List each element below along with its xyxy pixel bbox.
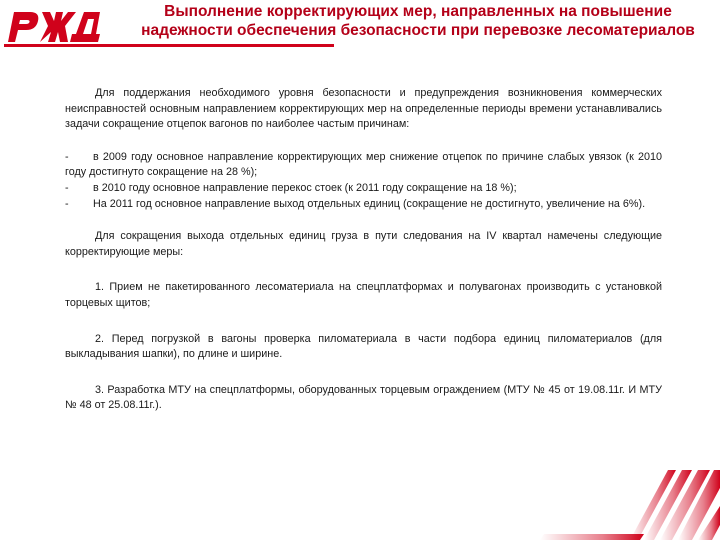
bullet-item	[65, 150, 662, 181]
measure-item: 3. Разработка МТУ на спецплатформы, оборудованных торцевым ограждением (МТУ № 45 от 19.08.11г. И МТУ № 48 от 25.08.11г.).	[65, 383, 662, 412]
measure-item: 1. Прием не пакетированного лесоматериала на спецплатформах и полувагонах производить с установкой торцевых щитов;	[65, 281, 662, 309]
bullet-dash: -	[65, 197, 69, 210]
bullet-item	[65, 197, 662, 213]
bullet-item	[65, 181, 662, 197]
intro-paragraph: Для поддержания необходимого уровня безопасности и предупреждения возникновения коммерческих неисправностей основным направлением корректирующих мер на определенные периоды времени устанавливались задачи сокращение отцепок вагонов по наиболее частым причинам:	[65, 87, 662, 131]
bullet-dash: -	[65, 150, 69, 163]
document-body	[65, 86, 662, 414]
bullet-dash: -	[65, 181, 69, 194]
bullet-text: в 2010 году основное направление перекос стоек (к 2011 году сокращение на 18 %);	[93, 181, 517, 194]
bullet-text: На 2011 год основное направление выход отдельных единиц (сокращение не достигнуто, увеличение на 6%).	[93, 197, 646, 210]
page-title: Выполнение корректирующих мер, направленных на повышение надежности обеспечения безопасности при перевозке лесоматериалов	[141, 3, 695, 39]
header-divider	[4, 44, 334, 47]
rzd-logo	[4, 6, 104, 46]
measure-item: 2. Перед погрузкой в вагоны проверка пиломатериала в части подбора единиц пиломатериалов (для выкладывания шапки), по длине и ширине.	[65, 332, 662, 361]
measures-intro: Для сокращения выхода отдельных единиц груза в пути следования на IV квартал намечены следующие корректирующие меры:	[65, 230, 662, 258]
bullet-text: в 2009 году основное направление корректирующих мер снижение отцепок по причине слабых увязок (к 2010 году достигнуто сокращение на 28 %);	[65, 150, 662, 179]
decorative-stripes	[480, 470, 720, 540]
